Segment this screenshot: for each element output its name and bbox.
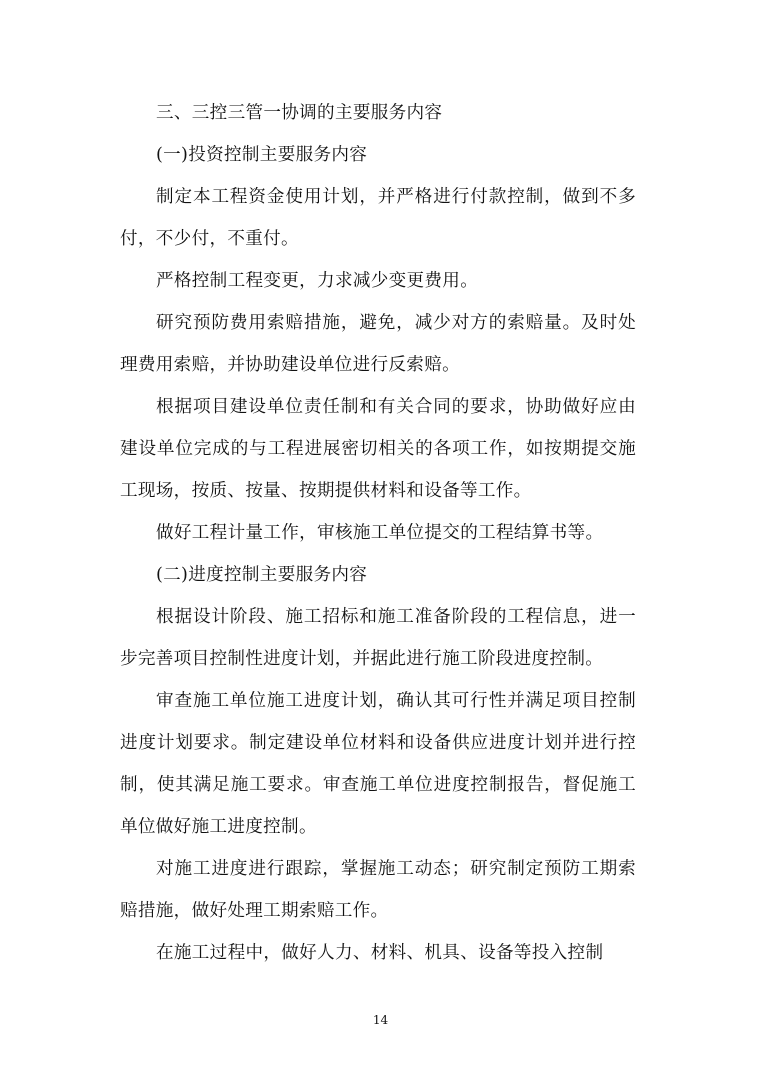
page-number: 14 [372,1013,389,1027]
paragraph: 研究预防费用索赔措施，避免，减少对方的索赔量。及时处理费用索赔，并协助建设单位进行反索赔。 [120,313,636,375]
subsection-heading-investment-control: (一)投资控制主要服务内容 [156,145,368,165]
paragraph: 对施工进度进行跟踪，掌握施工动态；研究制定预防工期索赔措施，做好处理工期索赔工作。 [120,859,636,921]
paragraph: 根据项目建设单位责任制和有关合同的要求，协助做好应由建设单位完成的与工程进展密切相关的各项工作，如按期提交施工现场，按质、按量、按期提供材料和设备等工作。 [120,397,636,501]
subsection-heading-schedule-control: (二)进度控制主要服务内容 [156,565,368,585]
document-body [120,92,636,974]
paragraph: 制定本工程资金使用计划，并严格进行付款控制，做到不多付，不少付，不重付。 [120,187,636,249]
paragraph: 审查施工单位施工进度计划，确认其可行性并满足项目控制进度计划要求。制定建设单位材料和设备供应进度计划并进行控制，使其满足施工要求。审查施工单位进度控制报告，督促施工单位做好施工进度控制。 [120,691,636,837]
paragraph: 严格控制工程变更，力求减少变更费用。 [156,271,479,291]
paragraph: 在施工过程中，做好人力、材料、机具、设备等投入控制 [156,943,604,963]
section-heading: 三、三控三管一协调的主要服务内容 [156,103,443,123]
paragraph: 根据设计阶段、施工招标和施工准备阶段的工程信息，进一步完善项目控制性进度计划，并据此进行施工阶段进度控制。 [120,607,636,669]
paragraph: 做好工程计量工作，审核施工单位提交的工程结算书等。 [156,523,604,543]
